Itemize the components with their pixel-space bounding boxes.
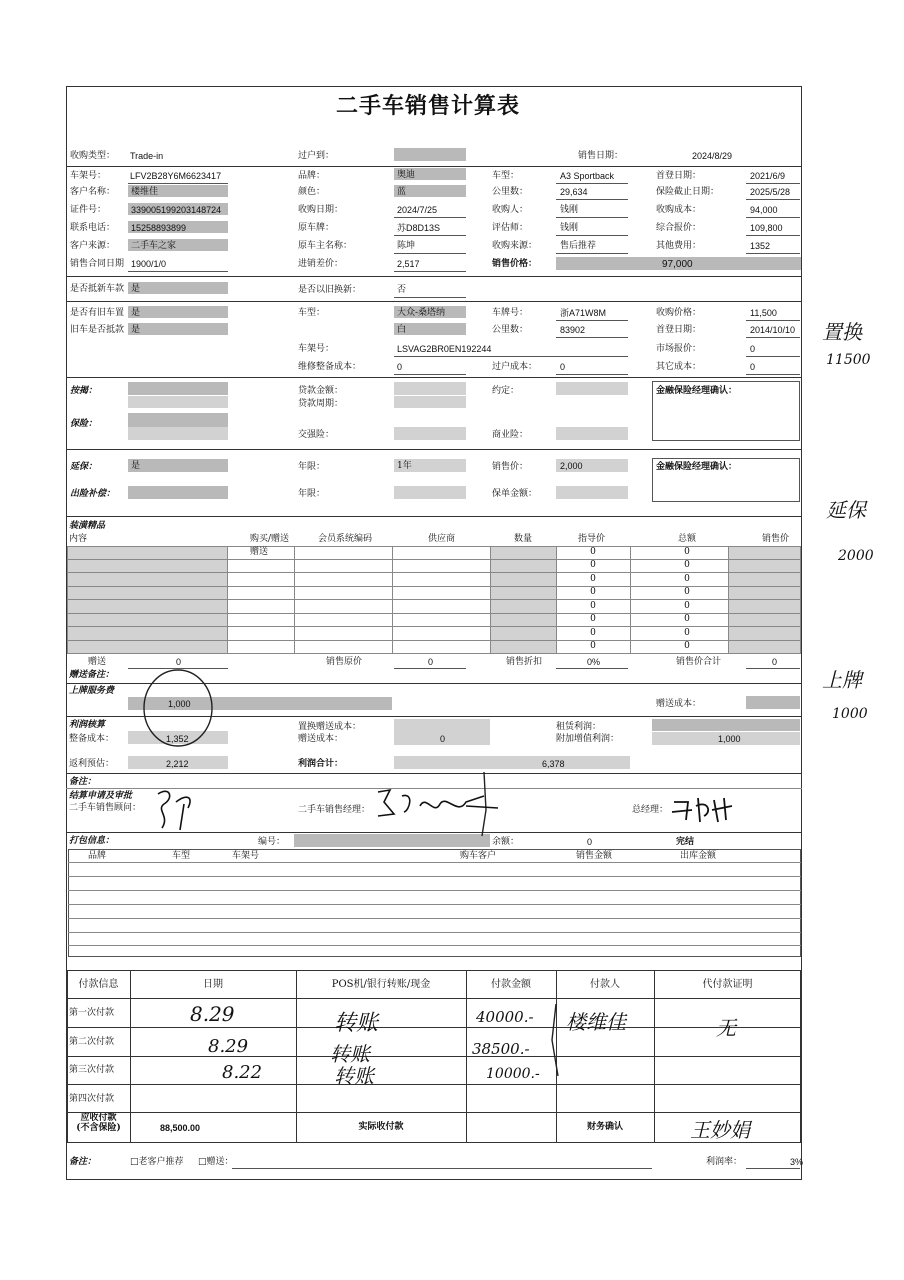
pack-h-model: 车型 bbox=[172, 851, 191, 861]
handwritten-circle bbox=[140, 666, 216, 750]
mileage: 29,634 bbox=[560, 187, 588, 197]
plate-service-section: 上牌服务费 bbox=[69, 686, 115, 696]
footer-note-label: 备注： bbox=[69, 1157, 97, 1167]
profit-gift-label: 赠送成本： bbox=[298, 734, 344, 744]
accessories-section: 装潢精品 bbox=[69, 521, 106, 531]
old-customer-check[interactable]: □老客户推荐 bbox=[130, 1157, 184, 1167]
color-label: 颜色： bbox=[298, 187, 326, 197]
gift-total: 0 bbox=[176, 657, 182, 667]
sale-date: 2024/8/29 bbox=[692, 151, 733, 161]
note-label: 备注： bbox=[69, 777, 97, 787]
profit-section: 利润核算 bbox=[69, 720, 106, 730]
gift-cost-label: 赠送成本： bbox=[656, 699, 702, 709]
balance: 0 bbox=[587, 837, 593, 847]
transfer-cost: 0 bbox=[560, 362, 566, 372]
buy-date: 2024/7/25 bbox=[397, 205, 438, 215]
amount-3: 10000.- bbox=[486, 1066, 540, 1082]
other-cost: 0 bbox=[750, 362, 756, 372]
gm-label: 总经理： bbox=[632, 805, 669, 815]
buy-source-label: 收购来源： bbox=[492, 241, 538, 251]
approval-section: 结算申请及审批 bbox=[69, 791, 133, 801]
advisor-signature bbox=[150, 784, 210, 834]
guide-price: 0 bbox=[590, 560, 596, 570]
insurance-label: 保险： bbox=[70, 419, 98, 429]
amount-1: 40000.- bbox=[476, 1008, 534, 1026]
orig-price: 0 bbox=[428, 657, 434, 667]
acc-h-total: 总额 bbox=[678, 534, 697, 544]
trade-first-reg: 2014/10/10 bbox=[750, 325, 796, 335]
finance-confirm: 财务确认 bbox=[586, 1122, 623, 1132]
pay-h-info: 付款信息 bbox=[78, 979, 119, 990]
brand-label: 品牌： bbox=[298, 171, 326, 181]
first-reg: 2021/6/9 bbox=[750, 171, 786, 181]
color: 蓝 bbox=[397, 187, 407, 197]
ins-exp: 2025/5/28 bbox=[750, 187, 791, 197]
total-amount: 0 bbox=[684, 587, 690, 597]
total-amount: 0 bbox=[684, 574, 690, 584]
acc-h-buy: 购买/赠送 bbox=[250, 534, 290, 544]
pack-h-vin: 车架号 bbox=[232, 851, 260, 861]
id-number: 339005199203148724 bbox=[131, 205, 222, 215]
buy-cost: 94,000 bbox=[750, 205, 778, 215]
guide-price: 0 bbox=[590, 628, 596, 638]
acc-h-qty: 数量 bbox=[514, 534, 533, 544]
old-offset: 是 bbox=[131, 325, 141, 335]
side-note-1: 置换 bbox=[822, 320, 862, 344]
pack-h-out: 出库金额 bbox=[680, 851, 717, 861]
brand: 奥迪 bbox=[397, 170, 416, 180]
contract-date: 1900/1/0 bbox=[131, 259, 167, 269]
owner: 陈坤 bbox=[397, 241, 416, 251]
old-for-new-label: 是否以旧换新： bbox=[298, 285, 362, 295]
sale-sum-label: 销售价合计 bbox=[676, 657, 722, 667]
vin: LFV2B28Y6M6623417 bbox=[130, 171, 222, 181]
side-note-2-value: 2000 bbox=[838, 548, 874, 564]
acc-h-content: 内容 bbox=[69, 534, 88, 544]
id-label: 证件号： bbox=[70, 205, 107, 215]
sale-price: 97,000 bbox=[662, 259, 693, 270]
finance-signature: 王妙娟 bbox=[690, 1118, 750, 1142]
guide-price: 0 bbox=[590, 641, 596, 651]
pay-h-proof: 代付款证明 bbox=[702, 979, 753, 990]
repair: 0 bbox=[397, 362, 403, 372]
customer: 楼维佳 bbox=[131, 187, 159, 197]
handwritten-bracket bbox=[546, 1000, 566, 1080]
payer-signature: 楼维佳 bbox=[566, 1010, 626, 1034]
old-offset-label: 旧车是否抵款 bbox=[70, 325, 125, 335]
receivable: 88,500.00 bbox=[160, 1123, 201, 1133]
proof-mark: 无 bbox=[716, 1016, 736, 1040]
ext-price: 2,000 bbox=[560, 461, 583, 471]
orig-price-label: 销售原价 bbox=[326, 657, 363, 667]
price-diff-label: 进销差价： bbox=[298, 259, 344, 269]
purchase-type: Trade-in bbox=[130, 151, 164, 161]
total-amount: 0 bbox=[684, 614, 690, 624]
date-1: 8.29 bbox=[190, 1002, 235, 1026]
acc-h-supplier: 供应商 bbox=[428, 534, 456, 544]
date-3: 8.22 bbox=[222, 1062, 263, 1083]
pack-code-label: 编号： bbox=[258, 837, 286, 847]
sale-price-label: 销售价格： bbox=[492, 259, 538, 269]
side-note-2: 延保 bbox=[826, 498, 866, 522]
pack-h-customer: 购车客户 bbox=[460, 851, 497, 861]
guide-price: 0 bbox=[590, 614, 596, 624]
manager-confirm: 金融保险经理确认： bbox=[656, 386, 738, 396]
gift-cell: 赠送 bbox=[250, 547, 269, 557]
added-label: 附加增值利润： bbox=[556, 734, 620, 744]
pay-row-3: 第三次付款 bbox=[69, 1065, 115, 1075]
other-fee: 1352 bbox=[750, 241, 771, 251]
transfer-to-label: 过户到： bbox=[298, 151, 335, 161]
first-reg-label: 首登日期： bbox=[656, 171, 702, 181]
market-label: 市场报价： bbox=[656, 344, 702, 354]
pack-h-brand: 品牌 bbox=[88, 851, 107, 861]
years: 1年 bbox=[397, 461, 412, 471]
date-2: 8.29 bbox=[208, 1036, 249, 1057]
purchase-type-label: 收购类型： bbox=[70, 151, 116, 161]
profit-repair-label: 整备成本： bbox=[69, 734, 115, 744]
acc-h-sale: 销售价 bbox=[762, 534, 790, 544]
trade-vin: LSVAG2BR0EN192244 bbox=[397, 344, 492, 354]
actual-label: 实际收付款 bbox=[358, 1122, 404, 1132]
total-amount: 0 bbox=[684, 560, 690, 570]
appraiser: 钱刚 bbox=[560, 223, 579, 233]
guide-price: 0 bbox=[590, 587, 596, 597]
years-label: 年限： bbox=[298, 462, 326, 472]
quote: 109,800 bbox=[750, 223, 783, 233]
model-label: 车型： bbox=[492, 171, 520, 181]
compulsory-label: 交强险： bbox=[298, 430, 335, 440]
page-title: 二手车销售计算表 bbox=[336, 93, 521, 119]
total-amount: 0 bbox=[684, 601, 690, 611]
lease-label: 租赁利润： bbox=[556, 722, 602, 732]
offset-new-label: 是否抵新车款 bbox=[70, 284, 125, 294]
trade-plate-label: 车牌号： bbox=[492, 308, 529, 318]
side-note-3: 上牌 bbox=[822, 668, 862, 692]
method-2: 转账 bbox=[330, 1042, 370, 1066]
pay-row-4: 第四次付款 bbox=[69, 1094, 115, 1104]
trade-plate: 浙A71W8M bbox=[560, 308, 607, 318]
pay-row-2: 第二次付款 bbox=[69, 1037, 115, 1047]
has-old-label: 是否有旧车置 bbox=[70, 308, 125, 318]
buyer-label: 收购人： bbox=[492, 205, 529, 215]
vin-label: 车架号： bbox=[70, 171, 107, 181]
customer-label: 客户名称： bbox=[70, 187, 116, 197]
buyer: 钱刚 bbox=[560, 205, 579, 215]
loan-period-label: 贷款周期： bbox=[298, 399, 344, 409]
buy-cost-label: 收购成本： bbox=[656, 205, 702, 215]
transfer-to-field bbox=[394, 148, 466, 161]
transfer-cost-label: 过户成本： bbox=[492, 362, 538, 372]
trade-first-reg-label: 首登日期： bbox=[656, 325, 702, 335]
gift-check[interactable]: □赠送： bbox=[198, 1157, 234, 1167]
method-1: 转账 bbox=[334, 1011, 379, 1036]
commercial-label: 商业险： bbox=[492, 430, 529, 440]
margin: 3% bbox=[790, 1157, 804, 1167]
guide-price: 0 bbox=[590, 601, 596, 611]
gm-signature bbox=[668, 792, 738, 826]
ins-exp-label: 保险截止日期： bbox=[656, 187, 720, 197]
ext-warranty: 是 bbox=[131, 461, 141, 471]
model: A3 Sportback bbox=[560, 171, 615, 181]
has-old: 是 bbox=[131, 308, 141, 318]
balance-label: 余额： bbox=[492, 837, 520, 847]
trade-mileage: 83902 bbox=[560, 325, 586, 335]
manager-signature bbox=[374, 786, 504, 822]
profit-total-label: 利润合计： bbox=[298, 759, 344, 769]
mortgage-label: 按揭： bbox=[70, 386, 98, 396]
ext-price-label: 销售价： bbox=[492, 462, 529, 472]
quote-label: 综合报价： bbox=[656, 223, 702, 233]
profit-total: 6,378 bbox=[542, 759, 565, 769]
source: 二手车之家 bbox=[131, 241, 177, 251]
side-note-1-value: 11500 bbox=[826, 352, 871, 368]
rebate-label: 返利预估： bbox=[69, 759, 115, 769]
phone: 15258893899 bbox=[131, 223, 187, 233]
mileage-label: 公里数： bbox=[492, 187, 529, 197]
total-amount: 0 bbox=[684, 547, 690, 557]
other-cost-label: 其它成本： bbox=[656, 362, 702, 372]
sale-sum: 0 bbox=[772, 657, 778, 667]
agreement-label: 约定： bbox=[492, 386, 520, 396]
manager-confirm-2: 金融保险经理确认： bbox=[656, 462, 738, 472]
profit-repair: 1,352 bbox=[166, 734, 189, 744]
pack-section: 打包信息： bbox=[69, 836, 115, 846]
market: 0 bbox=[750, 344, 756, 354]
rebate: 2,212 bbox=[166, 759, 189, 769]
trade-vin-label: 车架号： bbox=[298, 344, 335, 354]
other-fee-label: 其他费用： bbox=[656, 241, 702, 251]
pay-h-payer: 付款人 bbox=[590, 979, 620, 990]
loan-amount-label: 贷款金额： bbox=[298, 386, 344, 396]
offset-new: 是 bbox=[131, 284, 141, 294]
old-for-new: 否 bbox=[397, 285, 407, 295]
guide-price: 0 bbox=[590, 574, 596, 584]
margin-label: 利润率： bbox=[706, 1157, 743, 1167]
price-diff: 2,517 bbox=[397, 259, 420, 269]
trade-buy-price-label: 收购价格： bbox=[656, 308, 702, 318]
added-profit: 1,000 bbox=[718, 734, 741, 744]
discount: 0% bbox=[587, 657, 601, 667]
guide-price: 0 bbox=[590, 547, 596, 557]
pay-h-date: 日期 bbox=[203, 979, 223, 990]
trade-mileage-label: 公里数： bbox=[492, 325, 529, 335]
appraiser-label: 评估师： bbox=[492, 223, 529, 233]
acc-h-code: 会员系统编码 bbox=[318, 534, 373, 544]
phone-label: 联系电话： bbox=[70, 223, 116, 233]
replace-gift-label: 置换赠送成本： bbox=[298, 722, 362, 732]
pay-h-amount: 付款金额 bbox=[491, 979, 531, 990]
contract-label: 销售合同日期 bbox=[70, 259, 125, 269]
trade-color: 白 bbox=[397, 325, 407, 335]
trade-model-label: 车型： bbox=[298, 308, 326, 318]
buy-date-label: 收购日期： bbox=[298, 205, 344, 215]
advisor-label: 二手车销售顾问： bbox=[69, 803, 142, 813]
plate: 苏D8D13S bbox=[397, 223, 441, 233]
profit-gift: 0 bbox=[440, 734, 446, 744]
manager-label: 二手车销售经理： bbox=[298, 805, 371, 815]
pack-status: 完结 bbox=[676, 837, 695, 847]
amount-2: 38500.- bbox=[472, 1040, 530, 1058]
years2-label: 年限： bbox=[298, 489, 326, 499]
trade-model: 大众-桑塔纳 bbox=[397, 308, 446, 318]
pay-h-method: POS机/银行转账/现金 bbox=[331, 979, 431, 990]
total-amount: 0 bbox=[684, 641, 690, 651]
buy-source: 售后推荐 bbox=[560, 241, 597, 251]
method-3: 转账 bbox=[334, 1064, 374, 1088]
receivable-label: 应收付款 (不含保险) bbox=[76, 1113, 121, 1133]
gift-note-label: 赠送备注： bbox=[69, 670, 115, 680]
gift-total-label: 赠送 bbox=[88, 657, 107, 667]
pay-row-1: 第一次付款 bbox=[69, 1008, 115, 1018]
pack-h-sale: 销售金额 bbox=[576, 851, 613, 861]
acc-h-guide: 指导价 bbox=[578, 534, 606, 544]
trade-buy-price: 11,500 bbox=[750, 308, 777, 318]
source-label: 客户来源： bbox=[70, 241, 116, 251]
risk-label: 出险补偿： bbox=[70, 489, 116, 499]
plate-service-fee: 1,000 bbox=[168, 699, 191, 709]
sale-date-label: 销售日期： bbox=[578, 151, 624, 161]
plate-label: 原车牌： bbox=[298, 223, 335, 233]
side-note-3-value: 1000 bbox=[832, 706, 868, 722]
repair-label: 维修整备成本： bbox=[298, 362, 362, 372]
total-amount: 0 bbox=[684, 628, 690, 638]
policy-label: 保单金额： bbox=[492, 489, 538, 499]
ext-warranty-label: 延保： bbox=[70, 462, 98, 472]
discount-label: 销售折扣 bbox=[506, 657, 543, 667]
owner-label: 原车主名称： bbox=[298, 241, 353, 251]
